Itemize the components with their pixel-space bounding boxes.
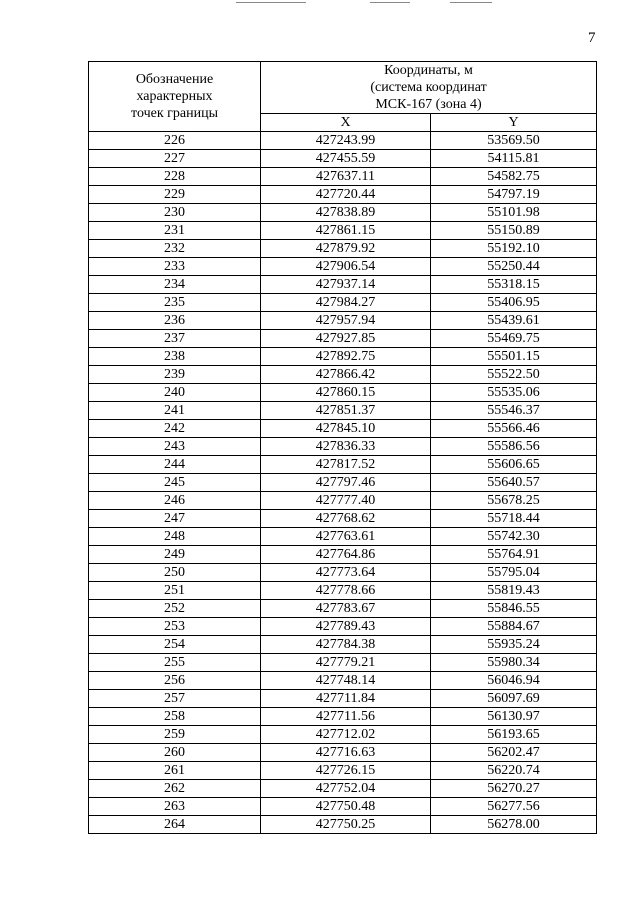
x-coordinate-cell: 427838.89: [261, 204, 431, 222]
x-coordinate-cell: 427845.10: [261, 420, 431, 438]
y-coordinate-cell: 56046.94: [431, 672, 597, 690]
point-number-cell: 255: [89, 654, 261, 672]
y-coordinate-cell: 55101.98: [431, 204, 597, 222]
y-coordinate-cell: 55586.56: [431, 438, 597, 456]
page-number: 7: [588, 30, 596, 46]
y-coordinate-cell: 55150.89: [431, 222, 597, 240]
header-coords-line: Координаты, м: [384, 63, 473, 78]
y-coordinate-cell: 56270.27: [431, 780, 597, 798]
point-number-cell: 230: [89, 204, 261, 222]
table-row: [89, 672, 597, 690]
y-coordinate-cell: 55535.06: [431, 384, 597, 402]
point-number-cell: 237: [89, 330, 261, 348]
point-number-cell: 258: [89, 708, 261, 726]
point-number-cell: 233: [89, 258, 261, 276]
y-coordinate-cell: 55678.25: [431, 492, 597, 510]
x-coordinate-cell: 427797.46: [261, 474, 431, 492]
header-coords-line: (система координат: [370, 80, 487, 95]
table-row: [89, 492, 597, 510]
y-coordinate-cell: 55522.50: [431, 366, 597, 384]
point-number-cell: 256: [89, 672, 261, 690]
table-row: [89, 816, 597, 834]
point-number-cell: 243: [89, 438, 261, 456]
point-number-cell: 263: [89, 798, 261, 816]
x-coordinate-cell: 427957.94: [261, 312, 431, 330]
x-coordinate-cell: 427763.61: [261, 528, 431, 546]
table-row: [89, 402, 597, 420]
x-coordinate-cell: 427778.66: [261, 582, 431, 600]
header-coords-line: МСК-167 (зона 4): [375, 97, 482, 112]
y-coordinate-cell: 56277.56: [431, 798, 597, 816]
top-scan-marks: [0, 0, 640, 6]
table-row: [89, 744, 597, 762]
y-coordinate-cell: 55718.44: [431, 510, 597, 528]
y-coordinate-cell: 55884.67: [431, 618, 597, 636]
scan-mark: [236, 2, 306, 3]
header-x: X: [261, 114, 431, 132]
y-coordinate-cell: 56130.97: [431, 708, 597, 726]
y-coordinate-cell: 55935.24: [431, 636, 597, 654]
y-coordinate-cell: 55606.65: [431, 456, 597, 474]
point-number-cell: 240: [89, 384, 261, 402]
point-number-cell: 228: [89, 168, 261, 186]
table-body: [89, 132, 597, 834]
table-row: [89, 312, 597, 330]
x-coordinate-cell: 427712.02: [261, 726, 431, 744]
x-coordinate-cell: 427861.15: [261, 222, 431, 240]
point-number-cell: 241: [89, 402, 261, 420]
point-number-cell: 250: [89, 564, 261, 582]
header-point-line: характерных: [136, 89, 213, 104]
table-row: [89, 366, 597, 384]
x-coordinate-cell: 427773.64: [261, 564, 431, 582]
x-coordinate-cell: 427777.40: [261, 492, 431, 510]
x-coordinate-cell: 427927.85: [261, 330, 431, 348]
y-coordinate-cell: 55250.44: [431, 258, 597, 276]
point-number-cell: 229: [89, 186, 261, 204]
point-number-cell: 248: [89, 528, 261, 546]
point-number-cell: 251: [89, 582, 261, 600]
coordinates-table: [88, 61, 597, 834]
point-number-cell: 246: [89, 492, 261, 510]
point-number-cell: 247: [89, 510, 261, 528]
point-number-cell: 260: [89, 744, 261, 762]
table-row: [89, 636, 597, 654]
x-coordinate-cell: 427783.67: [261, 600, 431, 618]
table-row: [89, 762, 597, 780]
point-number-cell: 262: [89, 780, 261, 798]
x-coordinate-cell: 427720.44: [261, 186, 431, 204]
table-row: [89, 546, 597, 564]
table-row: [89, 186, 597, 204]
point-number-cell: 257: [89, 690, 261, 708]
table-row: [89, 780, 597, 798]
y-coordinate-cell: 55742.30: [431, 528, 597, 546]
x-coordinate-cell: 427892.75: [261, 348, 431, 366]
scan-mark: [370, 2, 410, 3]
x-coordinate-cell: 427860.15: [261, 384, 431, 402]
header-y: Y: [431, 114, 597, 132]
y-coordinate-cell: 54115.81: [431, 150, 597, 168]
y-coordinate-cell: 56097.69: [431, 690, 597, 708]
point-number-cell: 235: [89, 294, 261, 312]
point-number-cell: 236: [89, 312, 261, 330]
x-coordinate-cell: 427836.33: [261, 438, 431, 456]
y-coordinate-cell: 55406.95: [431, 294, 597, 312]
point-number-cell: 261: [89, 762, 261, 780]
table-row: [89, 708, 597, 726]
table-row: [89, 168, 597, 186]
y-coordinate-cell: 56278.00: [431, 816, 597, 834]
y-coordinate-cell: 53569.50: [431, 132, 597, 150]
x-coordinate-cell: 427748.14: [261, 672, 431, 690]
x-coordinate-cell: 427984.27: [261, 294, 431, 312]
point-number-cell: 238: [89, 348, 261, 366]
table-row: [89, 240, 597, 258]
x-coordinate-cell: 427768.62: [261, 510, 431, 528]
point-number-cell: 232: [89, 240, 261, 258]
point-number-cell: 245: [89, 474, 261, 492]
point-number-cell: 226: [89, 132, 261, 150]
table-row: [89, 132, 597, 150]
y-coordinate-cell: 54797.19: [431, 186, 597, 204]
point-number-cell: 234: [89, 276, 261, 294]
point-number-cell: 227: [89, 150, 261, 168]
y-coordinate-cell: 55192.10: [431, 240, 597, 258]
x-coordinate-cell: 427866.42: [261, 366, 431, 384]
table-row: [89, 798, 597, 816]
point-number-cell: 239: [89, 366, 261, 384]
point-number-cell: 252: [89, 600, 261, 618]
table-row: [89, 600, 597, 618]
table-row: [89, 258, 597, 276]
table-row: [89, 528, 597, 546]
y-coordinate-cell: 56220.74: [431, 762, 597, 780]
point-number-cell: 244: [89, 456, 261, 474]
x-coordinate-cell: 427711.84: [261, 690, 431, 708]
x-coordinate-cell: 427906.54: [261, 258, 431, 276]
point-number-cell: 264: [89, 816, 261, 834]
x-coordinate-cell: 427851.37: [261, 402, 431, 420]
y-coordinate-cell: 54582.75: [431, 168, 597, 186]
table-row: [89, 384, 597, 402]
table-row: [89, 618, 597, 636]
table-row: [89, 420, 597, 438]
scan-mark: [450, 2, 492, 3]
y-coordinate-cell: 55318.15: [431, 276, 597, 294]
y-coordinate-cell: 56202.47: [431, 744, 597, 762]
x-coordinate-cell: 427752.04: [261, 780, 431, 798]
header-point-line: точек границы: [131, 106, 218, 121]
x-coordinate-cell: 427937.14: [261, 276, 431, 294]
table-row: [89, 564, 597, 582]
table-row: [89, 294, 597, 312]
header-point-line: Обозначение: [135, 72, 214, 87]
table-row: [89, 654, 597, 672]
point-number-cell: 242: [89, 420, 261, 438]
y-coordinate-cell: 55566.46: [431, 420, 597, 438]
point-number-cell: 254: [89, 636, 261, 654]
x-coordinate-cell: 427764.86: [261, 546, 431, 564]
x-coordinate-cell: 427789.43: [261, 618, 431, 636]
point-number-cell: 231: [89, 222, 261, 240]
x-coordinate-cell: 427779.21: [261, 654, 431, 672]
y-coordinate-cell: 55439.61: [431, 312, 597, 330]
point-number-cell: 253: [89, 618, 261, 636]
y-coordinate-cell: 55846.55: [431, 600, 597, 618]
header-coordinates: [261, 62, 597, 114]
x-coordinate-cell: 427726.15: [261, 762, 431, 780]
y-coordinate-cell: 55764.91: [431, 546, 597, 564]
table-row: [89, 582, 597, 600]
x-coordinate-cell: 427817.52: [261, 456, 431, 474]
x-coordinate-cell: 427879.92: [261, 240, 431, 258]
table-row: [89, 330, 597, 348]
x-coordinate-cell: 427750.48: [261, 798, 431, 816]
y-coordinate-cell: 55469.75: [431, 330, 597, 348]
x-coordinate-cell: 427750.25: [261, 816, 431, 834]
header-point-designation: [89, 62, 261, 132]
y-coordinate-cell: 56193.65: [431, 726, 597, 744]
table-row: [89, 456, 597, 474]
table-row: [89, 438, 597, 456]
y-coordinate-cell: 55819.43: [431, 582, 597, 600]
table-row: [89, 276, 597, 294]
table-row: [89, 510, 597, 528]
x-coordinate-cell: 427637.11: [261, 168, 431, 186]
y-coordinate-cell: 55546.37: [431, 402, 597, 420]
x-coordinate-cell: 427784.38: [261, 636, 431, 654]
x-coordinate-cell: 427455.59: [261, 150, 431, 168]
y-coordinate-cell: 55501.15: [431, 348, 597, 366]
point-number-cell: 259: [89, 726, 261, 744]
y-coordinate-cell: 55980.34: [431, 654, 597, 672]
x-coordinate-cell: 427243.99: [261, 132, 431, 150]
table-row: [89, 474, 597, 492]
table-row: [89, 204, 597, 222]
x-coordinate-cell: 427716.63: [261, 744, 431, 762]
point-number-cell: 249: [89, 546, 261, 564]
table-row: [89, 348, 597, 366]
table-row: [89, 222, 597, 240]
table-row: [89, 690, 597, 708]
x-coordinate-cell: 427711.56: [261, 708, 431, 726]
y-coordinate-cell: 55640.57: [431, 474, 597, 492]
y-coordinate-cell: 55795.04: [431, 564, 597, 582]
table-row: [89, 150, 597, 168]
table-row: [89, 726, 597, 744]
